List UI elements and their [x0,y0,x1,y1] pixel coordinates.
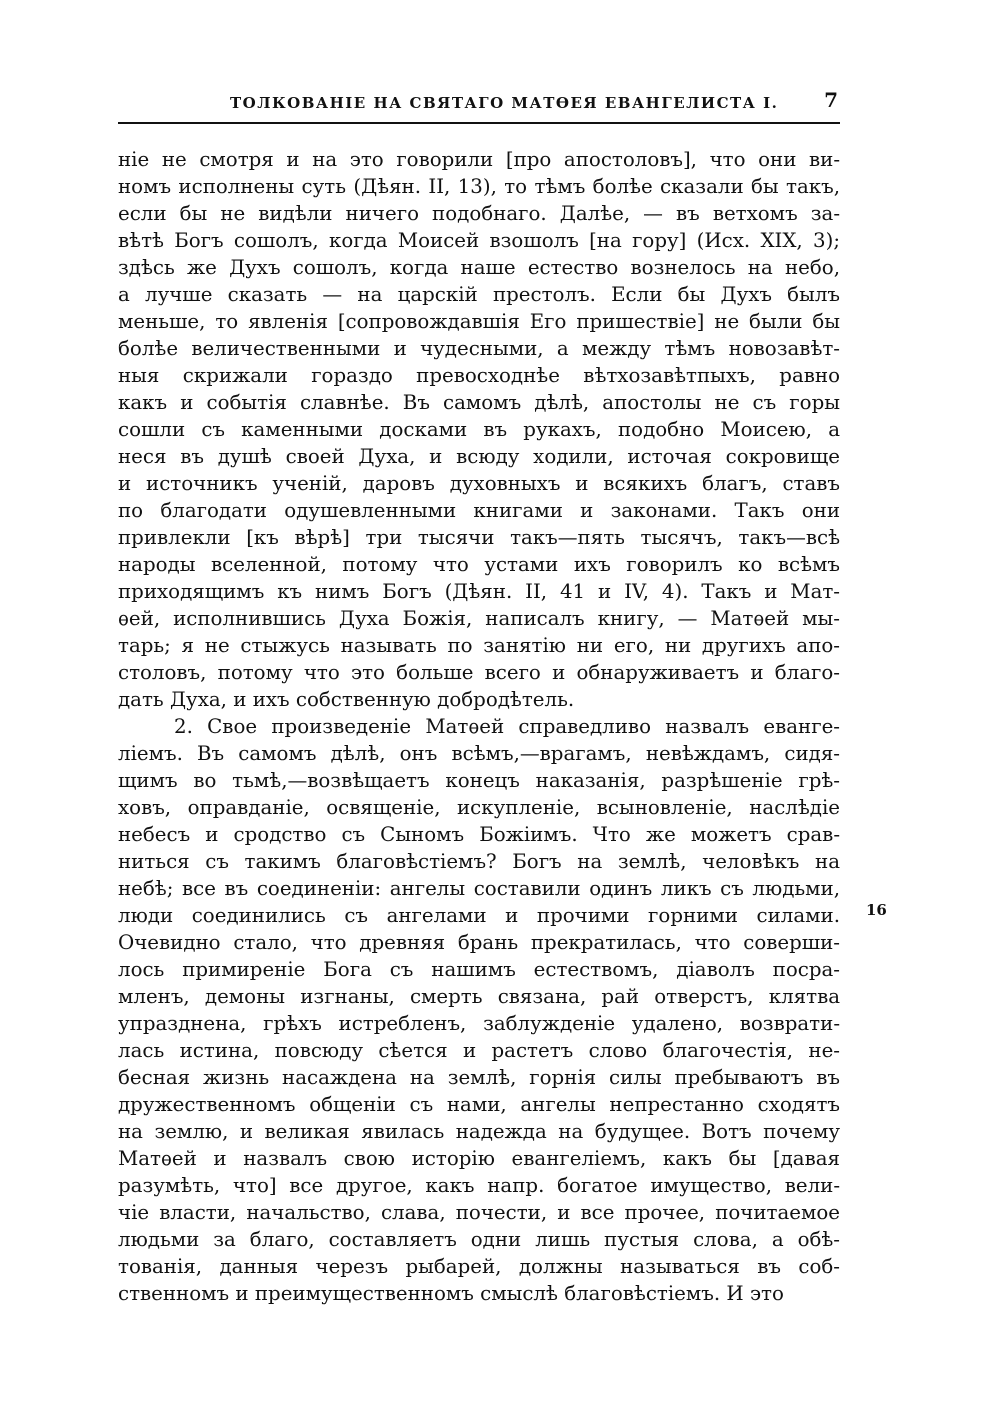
running-title: ТОЛКОВАНІЕ НА СВЯТАГО МАТѲЕЯ ЕВАНГЕЛИСТА I. [230,94,779,112]
text-line: приходящимъ къ нимъ Богъ (Дѣян. II, 41 и IV, 4). Такъ и Мат- [118,580,840,603]
text-line: номъ исполнены суть (Дѣян. II, 13), то тѣмъ болѣе сказали бы такъ, [118,175,840,198]
text-line: сошли съ каменными досками въ рукахъ, подобно Моисею, а [118,418,840,441]
body-text [118,146,840,1307]
text-line: чіе власти, начальство, слава, почести, и все прочее, почитаемое [118,1201,840,1224]
text-line: ственномъ и преимущественномъ смыслѣ благовѣстіемъ. И это [118,1282,784,1305]
text-line: и источникъ ученій, даровъ духовныхъ и всякихъ благъ, ставъ [118,472,840,495]
text-line: меньше, то явленія [сопровождавшія Его пришествіе] не были бы [118,310,840,333]
margin-note: 16 [866,901,887,919]
text-line: Очевидно стало, что древняя брань прекратилась, что соверши- [118,931,840,954]
text-line: какъ и событія славнѣе. Въ самомъ дѣлѣ, апостолы не съ горы [118,391,840,414]
text-line: ѳей, исполнившись Духа Божія, написалъ книгу, — Матѳей мы- [118,607,840,630]
text-line: упразднена, грѣхъ истребленъ, заблужденіе удалено, возврати- [118,1012,840,1035]
text-line: ныя скрижали гораздо превосходнѣе вѣтхозавѣтпыхъ, равно [118,364,840,387]
text-line: народы вселенной, потому что устами ихъ говорилъ ко всѣмъ [118,553,840,576]
text-line: вѣтѣ Богъ сошолъ, когда Моисей взошолъ [на гору] (Исх. XIX, 3); [118,229,840,252]
text-line: привлекли [къ вѣрѣ] три тысячи такъ—пять тысячъ, такъ—всѣ [118,526,840,549]
text-line: дружественномъ общеніи съ нами, ангелы непрестанно сходятъ [118,1093,840,1116]
text-line: дать Духа, и ихъ собственную добродѣтель. [118,688,575,711]
text-line: неся въ душѣ своей Духа, и всюду ходили, источая сокровище [118,445,840,468]
text-line: столовъ, потому что это больше всего и обнаруживаетъ и благо- [118,661,840,684]
text-line: лось примиреніе Бога съ нашимъ естествомъ, діаволъ посра- [118,958,840,981]
text-line: на землю, и великая явилась надежда на будущее. Вотъ почему [118,1120,840,1143]
text-line: 2. Свое произведеніе Матѳей справедливо назвалъ еванге- [174,715,840,738]
text-line: мленъ, демоны изгнаны, смерть связана, рай отверстъ, клятва [118,985,840,1008]
text-line: если бы не видѣли ничего подобнаго. Далѣе, — въ ветхомъ за- [118,202,840,225]
text-line: разумѣть, что] все другое, какъ напр. богатое имущество, вели- [118,1174,840,1197]
text-line: а лучше сказать — на царскій престолъ. Если бы Духъ былъ [118,283,840,306]
text-line: небѣ; все въ соединеніи: ангелы составили одинъ ликъ съ людьми, [118,877,840,900]
text-line: ніе не смотря и на это говорили [про апостоловъ], что они ви- [118,148,840,171]
text-line: ліемъ. Въ самомъ дѣлѣ, онъ всѣмъ,—врагамъ, невѣждамъ, сидя- [118,742,840,765]
text-line: людьми за благо, составляетъ одни лишь пустыя слова, а обѣ- [118,1228,840,1251]
text-line: ховъ, оправданіе, освященіе, искупленіе, всыновленіе, наслѣдіе [118,796,840,819]
page-header [118,88,840,124]
text-line: здѣсь же Духъ сошолъ, когда наше естество вознелось на небо, [118,256,840,279]
text-line: щимъ во тьмѣ,—возвѣщаетъ конецъ наказанія, разрѣшеніе грѣ- [118,769,840,792]
page-number: 7 [824,88,838,112]
text-line: Матѳей и назвалъ свою исторію евангеліемъ, какъ бы [давая [118,1147,840,1170]
text-line: ниться съ такимъ благовѣстіемъ? Богъ на землѣ, человѣкъ на [118,850,840,873]
text-line: лась истина, повсюду сѣется и растетъ слово благочестія, не- [118,1039,840,1062]
text-line: тарь; я не стыжусь называть по занятію ни его, ни другихъ апо- [118,634,840,657]
text-line: люди соединились съ ангелами и прочими горними силами. [118,904,840,927]
text-line: по благодати одушевленными книгами и законами. Такъ они [118,499,840,522]
text-line: небесъ и сродство съ Сыномъ Божіимъ. Что же можетъ срав- [118,823,840,846]
text-line: тованія, данныя черезъ рыбарей, должны называться въ соб- [118,1255,840,1278]
text-line: бесная жизнь насаждена на землѣ, горнія силы пребываютъ въ [118,1066,840,1089]
text-line: болѣе величественными и чудесными, а между тѣмъ новозавѣт- [118,337,840,360]
